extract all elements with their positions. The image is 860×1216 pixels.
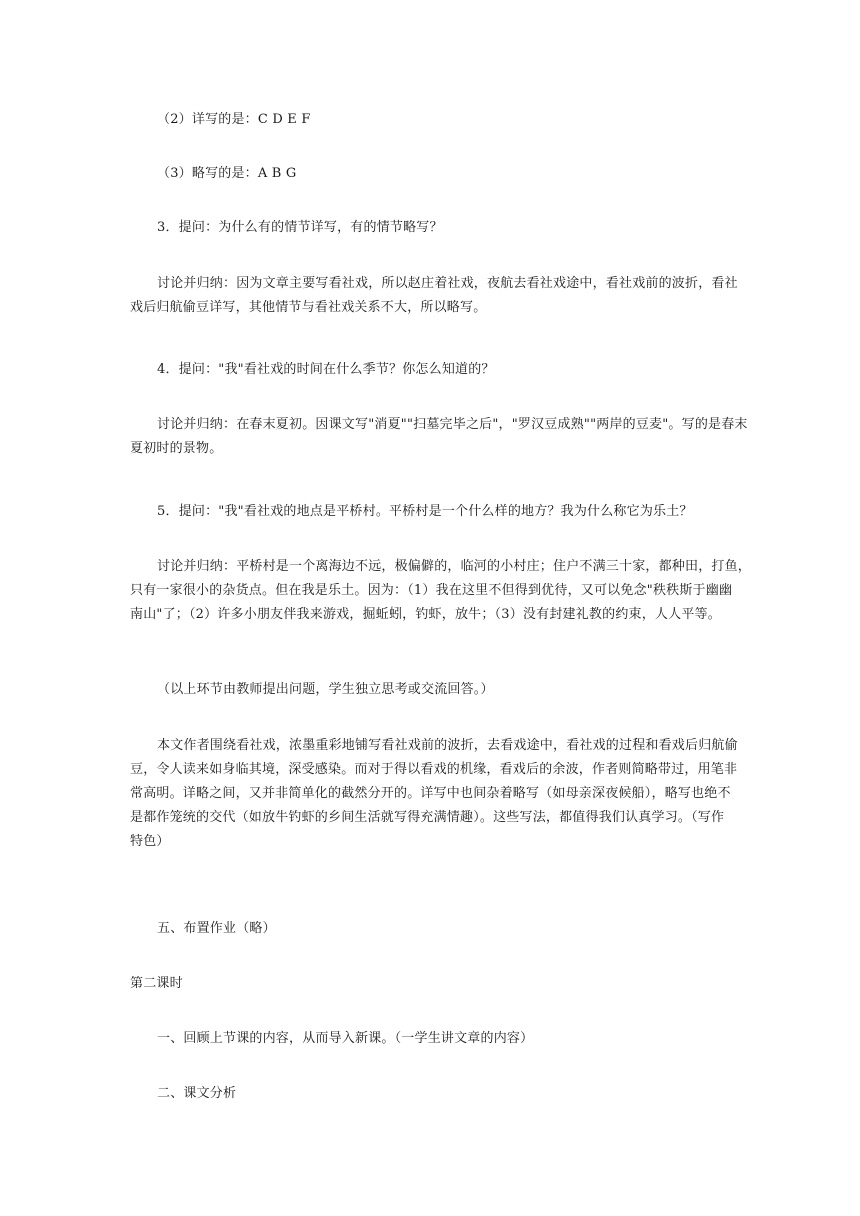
- answer-5-paragraph: [130, 555, 752, 627]
- answer-5-line-1: 讨论并归纳：平桥村是一个离海边不远，极偏僻的，临河的小村庄；住户不满三十家，都种田，打鱼，: [157, 559, 752, 574]
- writing-features-line-1: 本文作者围绕看社戏，浓墨重彩地铺写看社戏前的波折，去看戏途中，看社戏的过程和看戏后归航偷: [157, 738, 738, 753]
- answer-4-line-1: 讨论并归纳：在春末夏初。因课文写"消夏""扫墓完毕之后"，"罗汉豆成熟""两岸的豆麦"。写的是春末: [157, 417, 748, 432]
- question-5: 5．提问："我"看社戏的地点是平桥村。平桥村是一个什么样的地方？我为什么称它为乐土？: [157, 504, 693, 519]
- writing-features-line-5: 特色）: [130, 834, 170, 849]
- answer-3-paragraph: [130, 272, 738, 320]
- review-step: 一、回顾上节课的内容，从而导入新课。（一学生讲文章的内容）: [157, 1031, 534, 1046]
- writing-features-paragraph: [130, 734, 738, 854]
- question-4: 4．提问："我"看社戏的时间在什么季节？你怎么知道的？: [157, 362, 495, 377]
- brief-written-items: （3）略写的是：A B G: [157, 166, 297, 181]
- writing-features-line-2: 豆，令人读来如身临其境，深受感染。而对于得以看戏的机缘，看戏后的余波，作者则简略带过，用笔非: [130, 762, 738, 777]
- teacher-note: （以上环节由教师提出问题，学生独立思考或交流回答。）: [157, 682, 494, 697]
- answer-3-line-1: 讨论并归纳：因为文章主要写看社戏，所以赵庄着社戏，夜航去看社戏途中，看社戏前的波折，看社: [157, 276, 738, 291]
- answer-4-paragraph: [130, 413, 748, 461]
- question-3: 3．提问：为什么有的情节详写，有的情节略写？: [157, 220, 443, 235]
- answer-4-line-2: 夏初时的景物。: [130, 441, 223, 456]
- second-lesson-heading: 第二课时: [130, 976, 183, 991]
- answer-3-line-2: 戏后归航偷豆详写，其他情节与看社戏关系不大，所以略写。: [130, 300, 487, 315]
- writing-features-line-3: 常高明。详略之间，又并非简单化的截然分开的。详写中也间杂着略写（如母亲深夜候船），略写也绝不: [130, 786, 731, 801]
- answer-5-line-3: 南山"了；（2）许多小朋友伴我来游戏，掘蚯蚓，钓虾，放牛；（3）没有封建礼教的约束，人人平等。: [130, 607, 721, 622]
- detail-written-items: （2）详写的是：C D E F: [157, 112, 311, 127]
- answer-5-line-2: 只有一家很小的杂货点。但在我是乐土。因为：（1）我在这里不但得到优待，又可以免念"秩秩斯于幽幽: [130, 583, 733, 598]
- homework-heading: 五、布置作业（略）: [157, 921, 276, 936]
- text-analysis-heading: 二、课文分析: [157, 1086, 237, 1101]
- writing-features-line-4: 是都作笼统的交代（如放牛钓虾的乡间生活就写得充满情趣）。这些写法，都值得我们认真学习。（写作: [130, 810, 725, 825]
